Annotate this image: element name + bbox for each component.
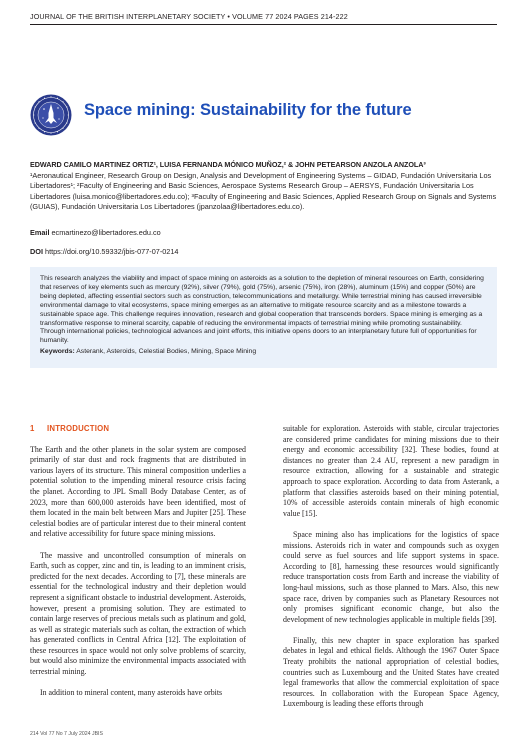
- body-paragraph: The Earth and the other planets in the solar system are composed primarily of star dust and rock fragments that are distributed in various layers of its structure. This mineral composition underlies a potential solution to the impending mineral resource crisis facing the planet. According to JPL Small Body Database Center, as of 2023, more than 600,000 asteroids have been identified, most of them located in the main belt between Mars and Jupiter [25]. These celestial bodies are of particular interest due to their mineral content and relative accessibility for future space mining missions.: [30, 444, 246, 539]
- keywords-line: [40, 348, 256, 355]
- author-list: EDWARD CAMILO MARTINEZ ORTIZ¹, LUISA FERNANDA MÓNICO MUÑOZ,² & JOHN PETEARSON ANZOLA ANZOLA³: [30, 160, 426, 169]
- abstract-text: This research analyzes the viability and impact of space mining on asteroids as a solution to the depletion of mineral resources on Earth, considering that reserves of key elements such as mercury (92%), silver (79%), gold (75%), arsenic (75%), iron (28%), aluminum (15%) and copper (50%) are being depleted, affecting essential sectors such as construction, telecommunications and metallurgy. While terrestrial mining has caused irreversible environmental damage to vital ecosystems, space mining emerges as an alternative to mitigate resource scarcity and as a milestone towards a sustainable space age. This challenge requires innovation, research and global cooperation that transcends borders. Space mining is emerging as a transformative response to mineral scarcity, capable of reducing the environmental impacts of terrestrial mining while promoting sustainability. Through international policies, technological advances and joint efforts, this initiative opens doors to an interplanetary future full of opportunities for humanity.: [40, 275, 484, 345]
- doi-link[interactable]: https://doi.org/10.59332/jbis-077-07-0214: [45, 247, 179, 256]
- body-paragraph: suitable for exploration. Asteroids with stable, circular trajectories are considered prime candidates for mining missions due to their energy and economic accessibility [32]. These bodies, found at distances no greater than 2.4 AU, represent a new paradigm in resource extraction, allowing for a sustainable and strategic approach to space exploration. According to data from Asterank, a platform that classifies asteroids based on their mining potential, 10% of accessible asteroids contain minerals of high economic value [15].: [283, 424, 499, 518]
- email-label: Email: [30, 228, 50, 237]
- section-heading: [30, 424, 246, 435]
- email-address[interactable]: ecmartinezo@libertadores.edu.co: [51, 228, 161, 237]
- keywords-label: Keywords:: [40, 348, 75, 355]
- abstract-box: [30, 267, 497, 368]
- body-paragraph: Finally, this new chapter in space exploration has sparked debates in legal and ethical fields. Although the 1967 Outer Space Treaty prohibits the national appropriation of celestial bodies, countries such as Luxembourg and the United States have created legal frameworks that allow the commercial exploitation of space resources. In collaboration with the European Space Agency, Luxembourg is leading these efforts through: [283, 635, 499, 709]
- section-title: INTRODUCTION: [47, 424, 110, 433]
- doi-label: DOI: [30, 247, 43, 256]
- doi-line: [30, 247, 178, 256]
- bis-seal-icon: [30, 94, 72, 136]
- section-number: 1: [30, 424, 35, 433]
- header-rule: [30, 24, 497, 25]
- journal-header: JOURNAL OF THE BRITISH INTERPLANETARY SOCIETY • VOLUME 77 2024 PAGES 214-222: [30, 12, 348, 21]
- left-column: [30, 424, 246, 699]
- body-paragraph: In addition to mineral content, many asteroids have orbits: [40, 688, 223, 698]
- body-paragraph: Space mining also has implications for the logistics of space missions. Asteroids rich in water and compounds such as oxygen could serve as fuel sources and life support systems in space. According to [8], harnessing these resources would significantly reduce transportation costs from Earth and increase the viability of long-haul missions, such as those planned to Mars. Also, this new space race, driven by companies such as Planetary Resources not only promises significant economic change, but also the development of new technologies applicable in multiple fields [39].: [283, 529, 499, 624]
- email-line: [30, 228, 161, 237]
- body-paragraph: The massive and uncontrolled consumption of minerals on Earth, such as copper, zinc and tin, is leading to an imminent crisis, predicted for the next decades. According to [7], these minerals are essential for the technological industry and their depletion would represent a significant obstacle to industrial development. Asteroids, however, present a promising solution. They are estimated to contain large reserves of precious metals such as platinum and gold, as well as strategic materials such as coltan, the extraction of which has generated conflicts in Central Africa [12]. The exploitation of these resources in space would not only solve problems of scarcity, but would also minimize the environmental impacts associated with terrestrial mining.: [30, 550, 246, 677]
- page-footer: 214 Vol 77 No 7 July 2024 JBIS: [30, 731, 103, 737]
- keywords-value: Asterank, Asteroids, Celestial Bodies, Mining, Space Mining: [76, 348, 257, 355]
- right-column: [283, 424, 499, 710]
- author-affiliations: ¹Aeronautical Engineer, Research Group on Design, Analysis and Development of Engineering Systems – GIDAD, Fundación Universitaria Los Libertadores¹; ²Faculty of Engineering and Basic Sciences, Aerospace Systems Research Group – AERSYS, Fundación Universitaria Los Libertadores (luisa.monico@libertadores.edu.co); ³Faculty of Engineering and Basic Sciences, Applied Research Group on Signals and Systems (GUIAS), Fundación Universitaria Los Libertadores (jpanzolaa@libertadores.edu.co).: [30, 171, 497, 212]
- article-title: Space mining: Sustainability for the future: [84, 101, 412, 119]
